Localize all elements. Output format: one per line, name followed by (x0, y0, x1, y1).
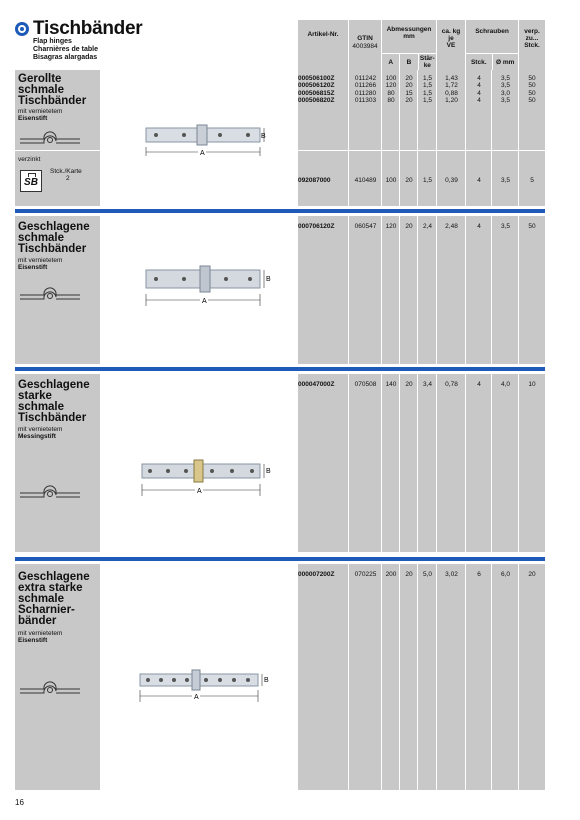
a-cells: 100 120 80 80 (385, 75, 397, 104)
section-divider (15, 557, 545, 561)
verp-cell: 20 (528, 571, 536, 578)
dim-label-b: B (264, 677, 269, 684)
section-name-gerollte: Gerollte schmale Tischbänder (18, 73, 87, 107)
row-divider (15, 150, 545, 151)
pack-count: 2 (66, 175, 70, 182)
artikel-cell: 000706120Z (298, 223, 335, 230)
dim-label-b: B (266, 276, 271, 283)
section-name: Geschlagene starke schmale Tischbänder (18, 379, 90, 424)
a-cell: 100 (385, 177, 397, 184)
gtin-cell: 410489 (354, 177, 377, 184)
pack-label: Stck./Karte (50, 168, 82, 175)
gtin-cells: 011242 011266 011280 011303 (354, 75, 377, 104)
kg-cell: 0,39 (445, 177, 458, 184)
section-note: mit vernietetem (18, 257, 63, 264)
gtin-cell: 060547 (354, 223, 377, 230)
section-extra-starke (15, 564, 545, 790)
s-cell: 5,0 (422, 571, 433, 578)
stck-cell: 4 (477, 177, 481, 184)
artikel-cells: 000506100Z 000506120Z 000506815Z 000506820Z (298, 75, 335, 104)
page-title: Tischbänder (33, 18, 143, 39)
verp-cell: 5 (530, 177, 534, 184)
hinge-profile-icon (18, 286, 82, 304)
section-name: Geschlagene schmale Tischbänder (18, 221, 90, 255)
finish-label: verzinkt (18, 156, 41, 163)
brand-logo-icon (15, 22, 29, 36)
kg-cell: 0,78 (445, 381, 458, 388)
dim-label-a: A (197, 488, 202, 495)
b-cell: 20 (405, 381, 413, 388)
a-cell: 140 (385, 381, 397, 388)
dim-label-b: B (266, 468, 271, 475)
dm-cell: 6,0 (500, 571, 511, 578)
gtin-cell: 070508 (354, 381, 377, 388)
verp-cells: 50 50 50 50 (528, 75, 536, 104)
s-cell: 2,4 (422, 223, 433, 230)
hinge-drawing-4 (134, 666, 274, 712)
hinge-profile-icon (18, 680, 82, 698)
s-cells: 1,5 1,5 1,5 1,5 (422, 75, 433, 104)
hinge-drawing-3 (136, 456, 276, 502)
hinge-drawing-1 (140, 120, 280, 160)
subtitle-en: Flap hinges (33, 38, 72, 45)
artikel-cell: 092087000 (298, 177, 331, 184)
b-cell: 20 (405, 571, 413, 578)
verp-cell: 50 (528, 223, 536, 230)
dim-label-a: A (194, 694, 199, 701)
verp-cell: 10 (528, 381, 536, 388)
b-cell: 20 (405, 223, 413, 230)
table-header (298, 20, 545, 70)
subtitle-fr: Charnières de table (33, 46, 98, 53)
section-divider (15, 367, 545, 371)
section-geschlagene-schmale (15, 216, 545, 364)
section-name: Geschlagene extra starke schmale Scharnier- bänder (18, 571, 90, 627)
stck-cell: 6 (477, 571, 481, 578)
section-note: mit vernietetem (18, 108, 63, 115)
sb-pack-icon: SB (20, 170, 42, 192)
section-divider (15, 209, 545, 213)
b-cell: 20 (405, 177, 413, 184)
stck-cell: 4 (477, 381, 481, 388)
section-pin: Eisenstift (18, 115, 48, 122)
header-verp: verp. zu... Stck. (524, 28, 540, 49)
s-cell: 3,4 (422, 381, 433, 388)
kg-cell: 3,02 (445, 571, 458, 578)
section-note: mit vernietetem (18, 426, 63, 433)
s-cell: 1,5 (422, 177, 433, 184)
kg-cell: 2,48 (445, 223, 458, 230)
subtitle-es: Bisagras alargadas (33, 54, 98, 61)
dim-label-b: B (261, 133, 266, 140)
dm-cell: 3,5 (500, 223, 511, 230)
section-pin: Messingstift (18, 433, 56, 440)
page-number: 16 (15, 798, 24, 807)
header-gtin: GTIN 4003984 (349, 20, 382, 70)
a-cell: 200 (385, 571, 397, 578)
dim-label-a: A (202, 298, 207, 305)
a-cell: 120 (385, 223, 397, 230)
section-geschlagene-starke (15, 374, 545, 552)
rolled-hinge-profile-icon (18, 130, 82, 148)
section-pin: Eisenstift (18, 637, 48, 644)
section-note: mit vernietetem (18, 630, 63, 637)
section-pin: Eisenstift (18, 264, 48, 271)
dm-cell: 4,0 (500, 381, 511, 388)
gtin-cell: 070225 (354, 571, 377, 578)
dim-label-a: A (200, 150, 205, 157)
dm-cells: 3,5 3,5 3,0 3,5 (500, 75, 511, 104)
hinge-drawing-2 (140, 262, 280, 308)
hinge-profile-icon (18, 484, 82, 502)
header-schrauben: Schrauben Stck. Ø mm (466, 20, 519, 70)
kg-cells: 1,43 1,72 0,88 1,20 (445, 75, 458, 104)
header-artikel: Artikel-Nr. (298, 20, 349, 70)
header-abmessungen: Abmessungen mm A B Stär- ke (382, 20, 437, 70)
b-cells: 20 20 15 20 (405, 75, 413, 104)
artikel-cell: 000047000Z (298, 381, 335, 388)
dm-cell: 3,5 (500, 177, 511, 184)
stck-cells: 4 4 4 4 (477, 75, 481, 104)
stck-cell: 4 (477, 223, 481, 230)
header-weight: ca. kg je VE (437, 20, 466, 70)
artikel-cell: 000007200Z (298, 571, 335, 578)
